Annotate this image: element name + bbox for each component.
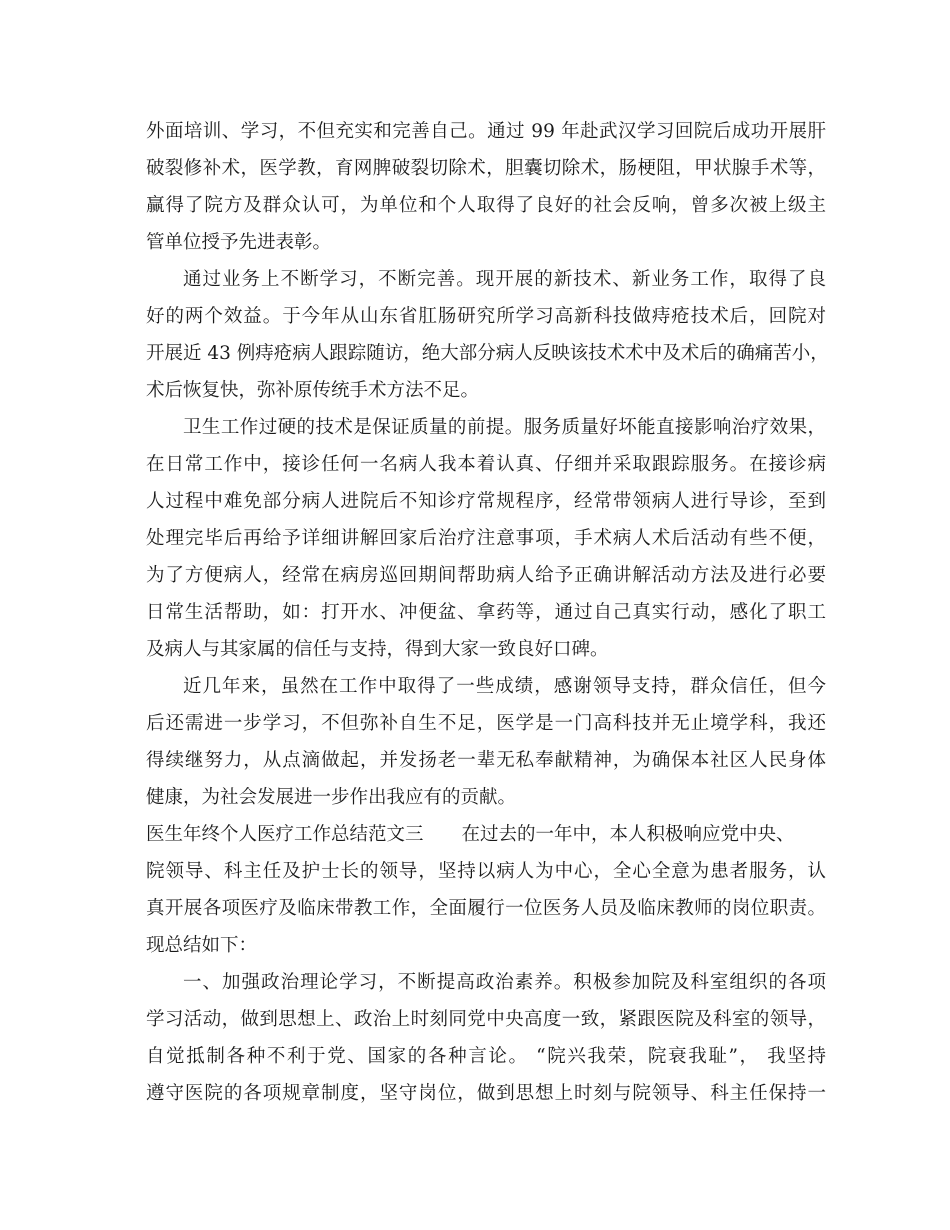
text-line: 破裂修补术，医学教，育网脾破裂切除术，胆囊切除术，肠梗阻，甲状腺手术等， [146,158,826,179]
document-body [146,113,829,1112]
paragraph-first-line: 卫生工作过硬的技术是保证质量的前提。服务质量好坏能直接影响治疗效果， [183,417,826,438]
paragraph-first-line: 通过业务上不断学习，不断完善。现开展的新技术、新业务工作，取得了良 [183,269,826,290]
text-line: 现总结如下： [146,935,258,956]
text-line: 学习活动，做到思想上、政治上时刻同党中央高度一致，紧跟医院及科室的领导， [146,1009,826,1030]
text-line: 好的两个效益。于今年从山东省肛肠研究所学习高新科技做痔疮技术后，回院对 [146,306,826,327]
text-line: 在过去的一年中，本人积极响应党中央、 [461,824,795,845]
text-line: 外面培训、学习，不但充实和完善自己。通过 99 年赴武汉学习回院后成功开展肝 [146,121,826,142]
text-line: 院领导、科主任及护士长的领导，坚持以病人为中心，全心全意为患者服务，认 [146,861,826,882]
text-line: 日常生活帮助，如：打开水、冲便盆、拿药等，通过自己真实行动，感化了职工 [146,602,826,623]
text-line: 遵守医院的各项规章制度，坚守岗位，做到思想上时刻与院领导、科主任保持一 [146,1083,826,1104]
text-line: 健康，为社会发展进一步作出我应有的贡献。 [146,787,517,808]
text-line: 赢得了院方及群众认可，为单位和个人取得了良好的社会反响，曾多次被上级主 [146,195,826,216]
text-line: 开展近 43 例痔疮病人跟踪随访，绝大部分病人反映该技术术中及术后的确痛苦小， [146,343,829,364]
text-line: 管单位授予先进表彰。 [146,232,332,253]
text-line: 真开展各项医疗及临床带教工作，全面履行一位医务人员及临床教师的岗位职责。 [146,898,826,919]
text-line: 为了方便病人，经常在病房巡回期间帮助病人给予正确讲解活动方法及进行必要 [146,565,826,586]
section-title-line [146,816,826,853]
text-line: 自觉抵制各种不利于党、国家的各种言论。 “院兴我荣，院衰我耻”， 我坚持 [146,1046,826,1067]
paragraph-first-line: 一、加强政治理论学习，不断提高政治素养。积极参加院及科室组织的各项 [183,972,826,993]
text-line: 得续继努力，从点滴做起，并发扬老一辈无私奉献精神，为确保本社区人民身体 [146,750,826,771]
text-line: 在日常工作中，接诊任何一名病人我本着认真、仔细并采取跟踪服务。在接诊病 [146,454,826,475]
text-line: 人过程中难免部分病人进院后不知诊疗常规程序，经常带领病人进行导诊，至到 [146,491,826,512]
paragraph-first-line: 近几年来，虽然在工作中取得了一些成绩，感谢领导支持，群众信任，但今 [183,676,826,697]
text-line: 后还需进一步学习，不但弥补自生不足，医学是一门高科技并无止境学科，我还 [146,713,826,734]
text-line: 术后恢复快，弥补原传统手术方法不足。 [146,380,480,401]
section-title: 医生年终个人医疗工作总结范文三 [146,824,424,845]
text-line: 处理完毕后再给予详细讲解回家后治疗注意事项，手术病人术后活动有些不便， [146,528,826,549]
text-line: 及病人与其家属的信任与支持，得到大家一致良好口碑。 [146,639,609,660]
